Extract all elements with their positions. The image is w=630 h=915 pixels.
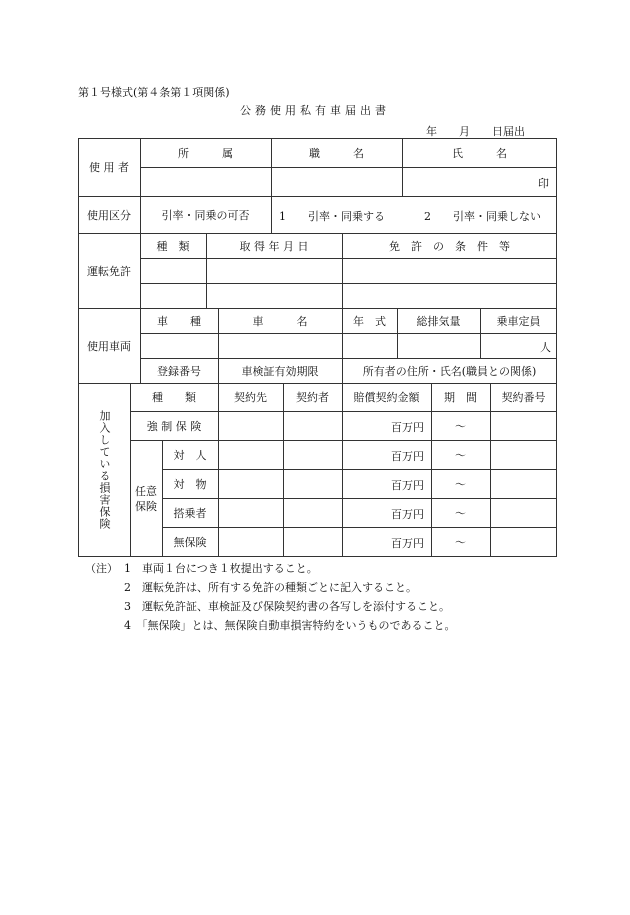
ins-row-tilde: 〜 xyxy=(455,536,466,549)
license-header: 運転免許 xyxy=(87,264,131,278)
ins-col-amount: 賠償契約金額 xyxy=(353,391,420,404)
usage-option-1: 1 引率・同乗する xyxy=(279,210,385,223)
insurance-header: 加入している損害保険 xyxy=(98,410,111,530)
ins-col-number: 契約番号 xyxy=(501,391,546,404)
ins-col-type: 種 類 xyxy=(152,391,196,404)
usage-option-2: 2 引率・同乗しない xyxy=(424,210,541,223)
vehicle-col-inspection: 車検証有効期限 xyxy=(241,364,319,378)
ins-col-holder: 契約者 xyxy=(296,391,329,404)
ins-row-unit: 百万円 xyxy=(391,508,424,521)
capacity-unit: 人 xyxy=(540,341,551,354)
license-col-type: 種 類 xyxy=(156,239,190,253)
vehicle-col-model: 車 名 xyxy=(252,314,308,328)
vehicle-col-displacement: 総排気量 xyxy=(416,314,461,328)
page-title: 公務使用私有車届出書 xyxy=(240,104,390,117)
ins-voluntary-label: 任意保険 xyxy=(135,484,157,513)
ins-row-unit: 百万円 xyxy=(391,537,424,550)
user-header: 使 用 者 xyxy=(89,161,129,174)
vehicle-col-kind: 車 種 xyxy=(157,314,201,328)
vehicle-col-capacity: 乗車定員 xyxy=(496,314,541,328)
license-col-date: 取 得 年 月 日 xyxy=(239,239,309,253)
ins-row-tilde: 〜 xyxy=(455,477,466,491)
form-label: 第１号様式(第４条第１項関係) xyxy=(78,86,230,99)
usage-header: 使用区分 xyxy=(87,208,131,222)
ins-col-insurer: 契約先 xyxy=(234,391,267,404)
col-position: 職 名 xyxy=(309,146,364,160)
col-name: 氏 名 xyxy=(452,146,507,160)
notes-prefix: （注） xyxy=(85,562,118,575)
ins-row-label: 無保険 xyxy=(173,536,207,549)
vehicle-col-owner: 所有者の住所・氏名(職員との関係) xyxy=(362,364,537,378)
note-item: 4 「無保険」とは、無保険自動車損害特約をいうものであること。 xyxy=(124,619,456,632)
ins-col-period: 期 間 xyxy=(444,391,477,404)
ins-compulsory-unit: 百万円 xyxy=(391,421,424,434)
ins-compulsory-tilde: 〜 xyxy=(455,419,466,433)
date-line: 年 月 日届出 xyxy=(426,125,525,138)
ins-row-tilde: 〜 xyxy=(455,506,466,520)
ins-row-label: 対 人 xyxy=(173,448,207,462)
ins-row-unit: 百万円 xyxy=(391,450,424,463)
ins-row-label: 対 物 xyxy=(173,477,207,491)
vehicle-header: 使用車両 xyxy=(87,339,131,353)
note-item: 2 運転免許は、所有する免許の種類ごとに記入すること。 xyxy=(124,581,417,594)
vehicle-col-reg: 登録番号 xyxy=(157,364,201,378)
vehicle-col-year: 年 式 xyxy=(353,314,386,328)
col-affiliation: 所 属 xyxy=(178,146,233,160)
ins-row-tilde: 〜 xyxy=(455,448,466,462)
note-item: 1 車両１台につき１枚提出すること。 xyxy=(124,562,318,575)
ins-compulsory-label: 強 制 保 険 xyxy=(146,419,202,433)
note-item: 3 運転免許証、車検証及び保険契約書の各写しを添付すること。 xyxy=(124,600,450,613)
ins-row-label: 搭乗者 xyxy=(173,506,207,520)
seal-mark: 印 xyxy=(538,177,549,190)
license-col-conditions: 免 許 の 条 件 等 xyxy=(389,239,510,253)
usage-question: 引率・同乗の可否 xyxy=(161,208,250,222)
ins-row-unit: 百万円 xyxy=(391,479,424,492)
